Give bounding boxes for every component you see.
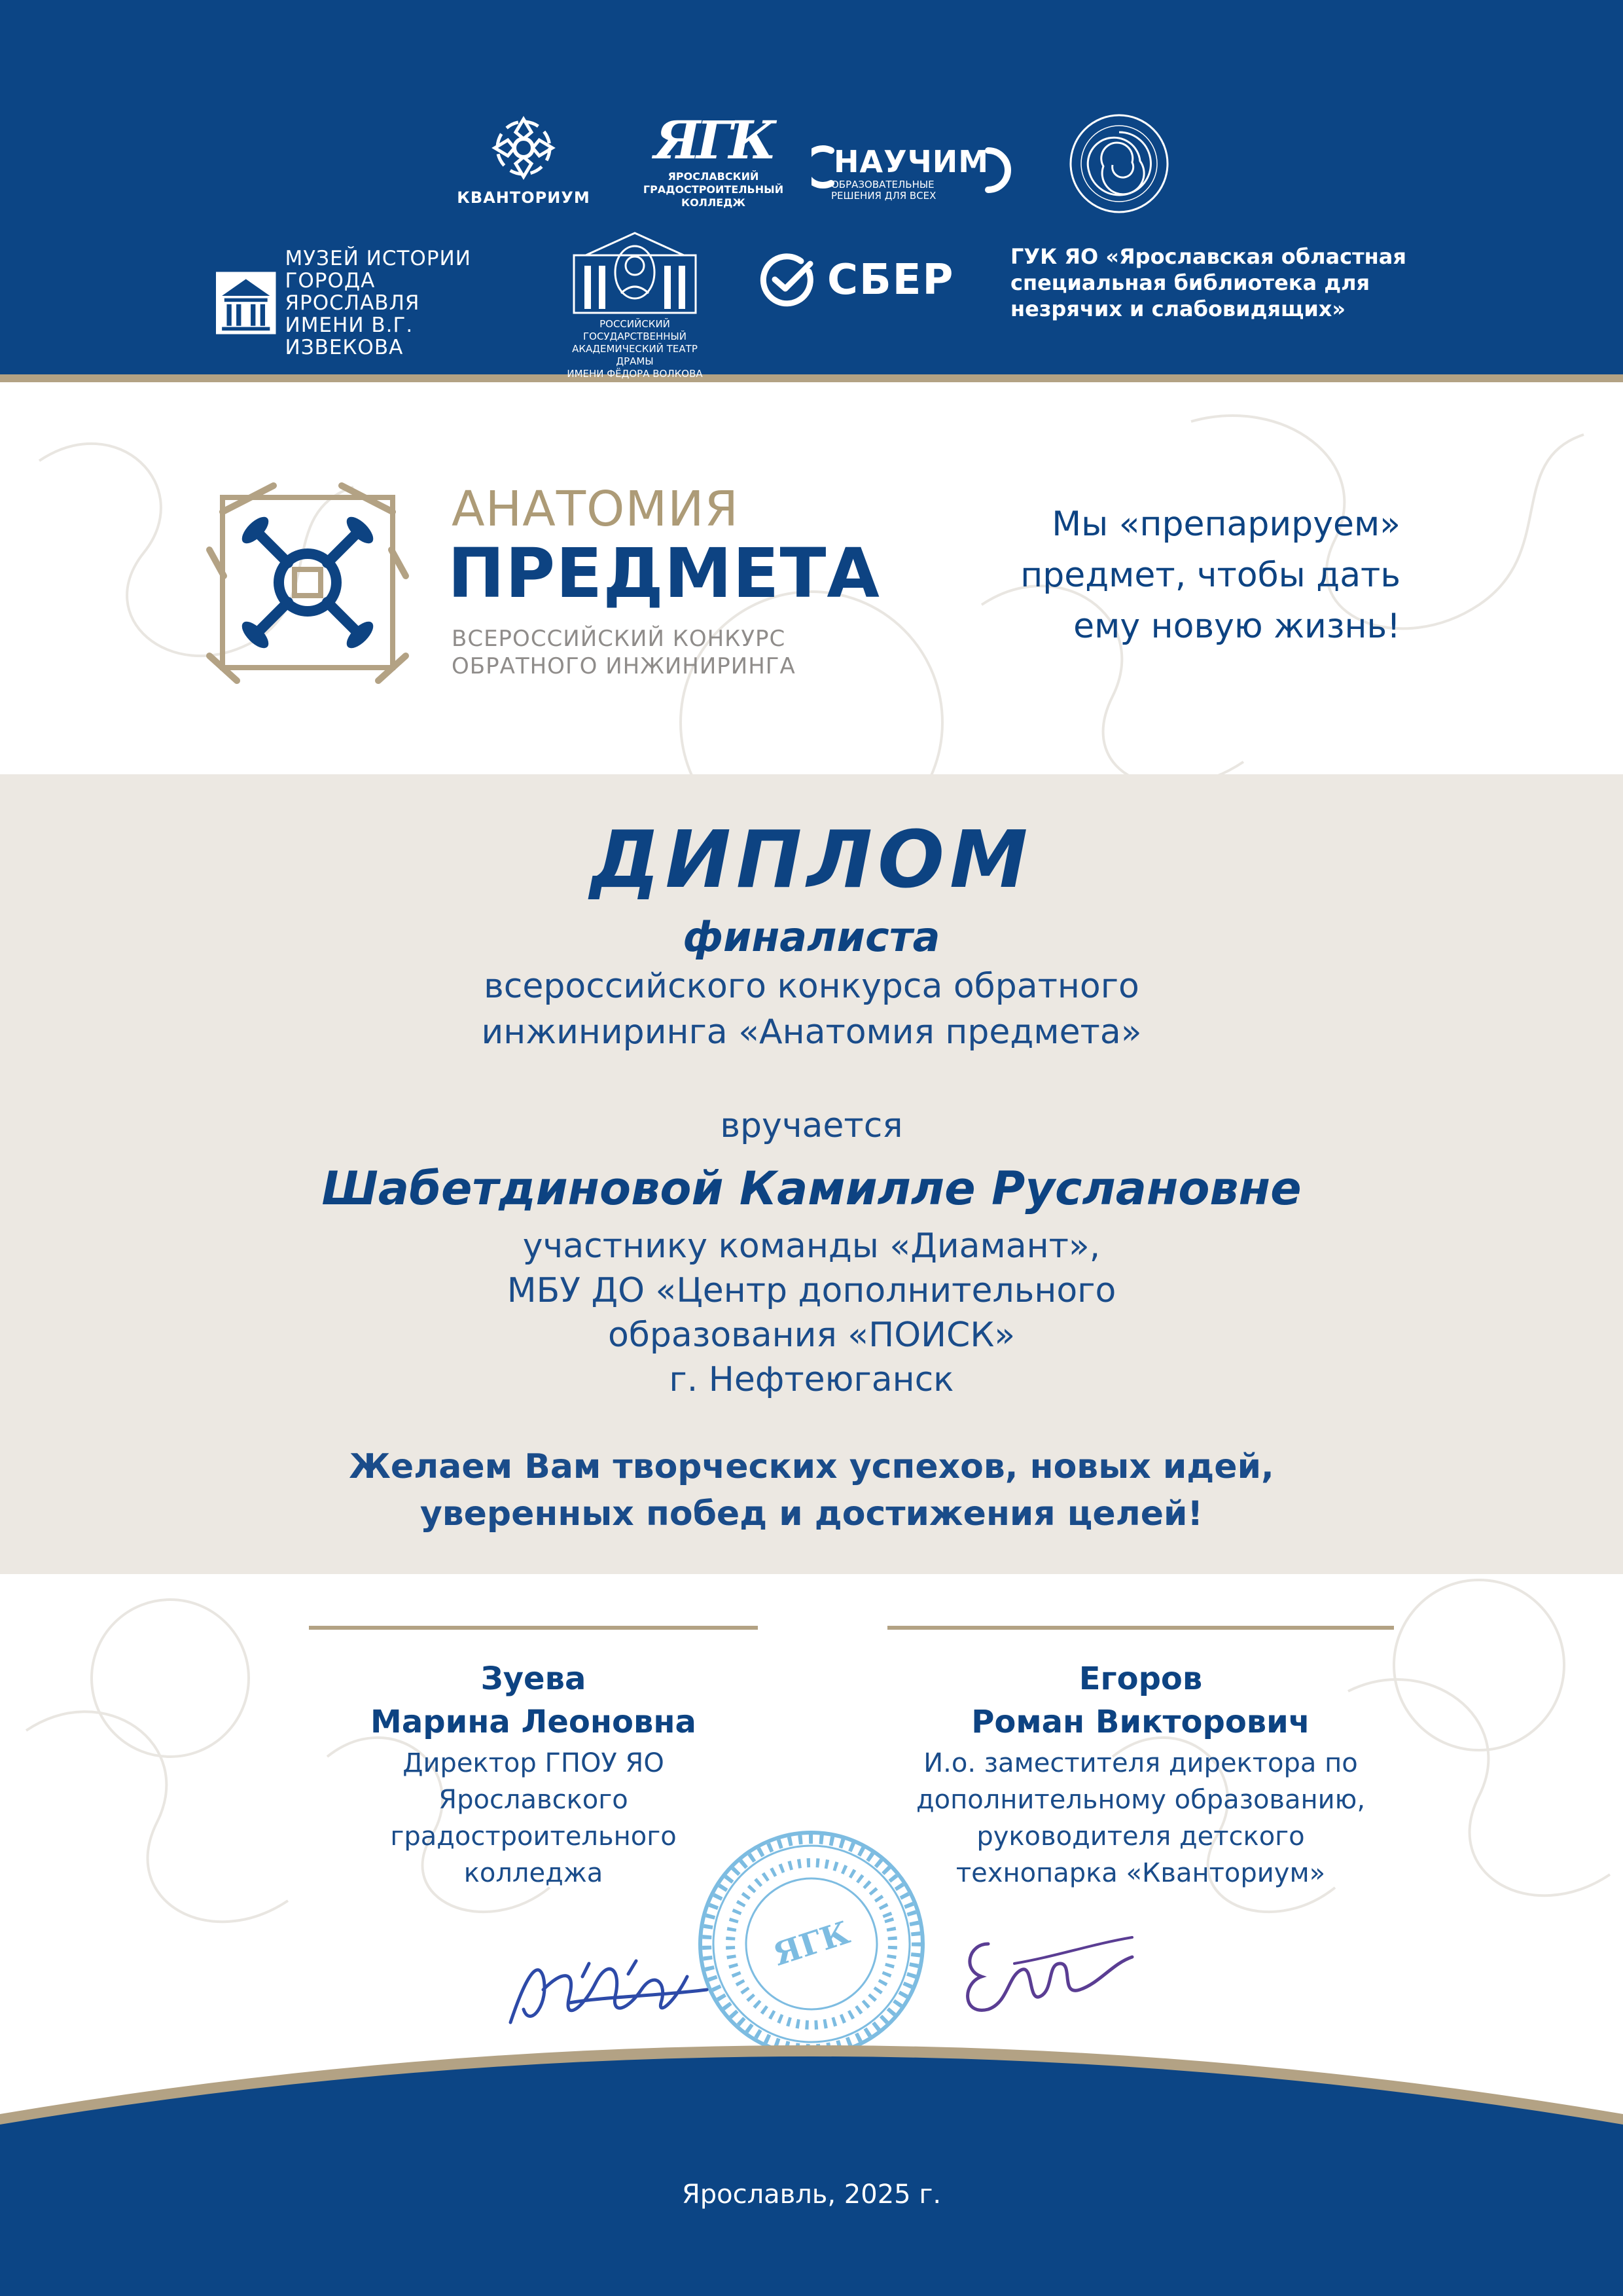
nauchim-logo — [812, 124, 1021, 202]
recipient-organization — [0, 1224, 1623, 1402]
organization-line2: МБУ ДО «Центр дополнительного — [507, 1271, 1116, 1310]
theatre-line-3: ИМЕНИ ФЁДОРА ВОЛКОВА — [567, 368, 703, 380]
diploma-title: ДИПЛОМ — [590, 815, 1033, 906]
sber-logo — [759, 252, 969, 308]
signatory-left-pos3: градостроительного — [390, 1821, 677, 1852]
description-line2: инжиниринга «Анатомия предмета» — [481, 1013, 1142, 1052]
signatory-right-pos4: технопарка «Кванториум» — [955, 1858, 1326, 1888]
signatory-left-name: Марина Леоновна — [370, 1704, 696, 1740]
kvantorium-caption: КВАНТОРИУМ — [457, 188, 590, 207]
contest-subtitle-line1: ВСЕРОССИЙСКИЙ КОНКУРС — [452, 626, 786, 652]
museum-building-icon — [216, 269, 276, 337]
contest-title-line2: ПРЕДМЕТА — [448, 533, 880, 613]
header-stripe — [0, 374, 1623, 382]
nauchim-text: НАУЧИМ — [834, 144, 990, 179]
diploma-subtitle: финалиста — [683, 913, 940, 961]
drone-logo-icon — [196, 471, 419, 694]
museum-line-1: МУЗЕЙ ИСТОРИИ — [285, 247, 471, 270]
contest-subtitle — [452, 625, 796, 680]
description-line1: всероссийского конкурса обратного — [484, 967, 1139, 1006]
motto-line3: ему новую жизнь! — [1073, 607, 1400, 646]
signatory-right-surname: Егоров — [1079, 1660, 1203, 1697]
motto — [942, 499, 1400, 652]
ygk-abbr: ЯГК — [654, 109, 773, 171]
signatory-left-pos4: колледжа — [463, 1858, 603, 1888]
ygk-logo — [641, 109, 785, 209]
awarded-label: вручается — [720, 1106, 903, 1145]
stamp-center-text: ЯГК — [768, 1914, 855, 1974]
contest-title-line1: АНАТОМИЯ — [452, 481, 739, 537]
signatory-right-name: Роман Викторович — [971, 1704, 1310, 1740]
spiral-seal-icon — [1067, 111, 1171, 216]
footer-band — [0, 2003, 1623, 2296]
kvantorium-logo — [440, 115, 607, 207]
wish-line1: Желаем Вам творческих успехов, новых идей, — [349, 1447, 1274, 1486]
motto-line1: Мы «препарируем» — [1052, 505, 1400, 544]
kvantorium-icon — [491, 115, 556, 181]
diploma-description — [0, 963, 1623, 1055]
contest-subtitle-line2: ОБРАТНОГО ИНЖИНИРИНГА — [452, 653, 796, 679]
sber-text: СБЕР — [827, 256, 955, 304]
theatre-portrait-icon — [573, 229, 697, 314]
recipient-name: Шабетдиновой Камилле Руслановне — [321, 1162, 1302, 1215]
library-logo — [1010, 243, 1416, 322]
organization-line3: образования «ПОИСК» — [607, 1316, 1016, 1355]
museum-line-3: ИМЕНИ В.Г. ИЗВЕКОВА — [285, 314, 414, 359]
ygk-line-1: ЯРОСЛАВСКИЙ — [668, 170, 759, 183]
signature-line-left — [309, 1626, 758, 1630]
theatre-line-2: АКАДЕМИЧЕСКИЙ ТЕАТР ДРАМЫ — [572, 343, 698, 367]
motto-line2: предмет, чтобы дать — [1020, 556, 1400, 595]
sber-check-icon — [759, 252, 815, 308]
nauchim-sub-1: ОБРАЗОВАТЕЛЬНЫЕ — [831, 179, 935, 190]
signatory-left-surname: Зуева — [480, 1660, 586, 1697]
library-line-2: специальная библиотека для — [1010, 270, 1370, 295]
ygk-line-2: ГРАДОСТРОИТЕЛЬНЫЙ — [643, 183, 784, 196]
signatory-right-pos1: И.о. заместителя директора по — [923, 1748, 1358, 1778]
library-seal-logo — [1067, 111, 1171, 216]
signatory-right — [887, 1657, 1394, 1892]
library-line-1: ГУК ЯО «Ярославская областная — [1010, 244, 1406, 269]
nauchim-sub-2: РЕШЕНИЯ ДЛЯ ВСЕХ — [831, 190, 936, 202]
signatory-right-pos3: руководителя детского — [976, 1821, 1305, 1852]
signature-line-right — [887, 1626, 1394, 1630]
organization-line4: г. Нефтеюганск — [669, 1360, 954, 1399]
signatory-right-pos2: дополнительному образованию, — [916, 1785, 1366, 1815]
library-line-3: незрячих и слабовидящих» — [1010, 296, 1346, 321]
wish-line2: уверенных побед и достижения целей! — [419, 1494, 1204, 1534]
ygk-line-3: КОЛЛЕДЖ — [681, 196, 746, 209]
signatory-left-pos1: Директор ГПОУ ЯО — [402, 1748, 664, 1778]
theatre-line-1: РОССИЙСКИЙ ГОСУДАРСТВЕННЫЙ — [582, 318, 687, 342]
museum-line-2: ГОРОДА ЯРОСЛАВЛЯ — [285, 269, 420, 315]
footer-city-year: Ярославль, 2025 г. — [681, 2179, 942, 2210]
signatory-left-pos2: Ярославского — [438, 1785, 628, 1815]
organization-line1: участнику команды «Диамант», — [522, 1227, 1101, 1266]
museum-logo — [216, 247, 517, 359]
wish-text — [0, 1443, 1623, 1537]
theatre-logo — [556, 229, 713, 380]
